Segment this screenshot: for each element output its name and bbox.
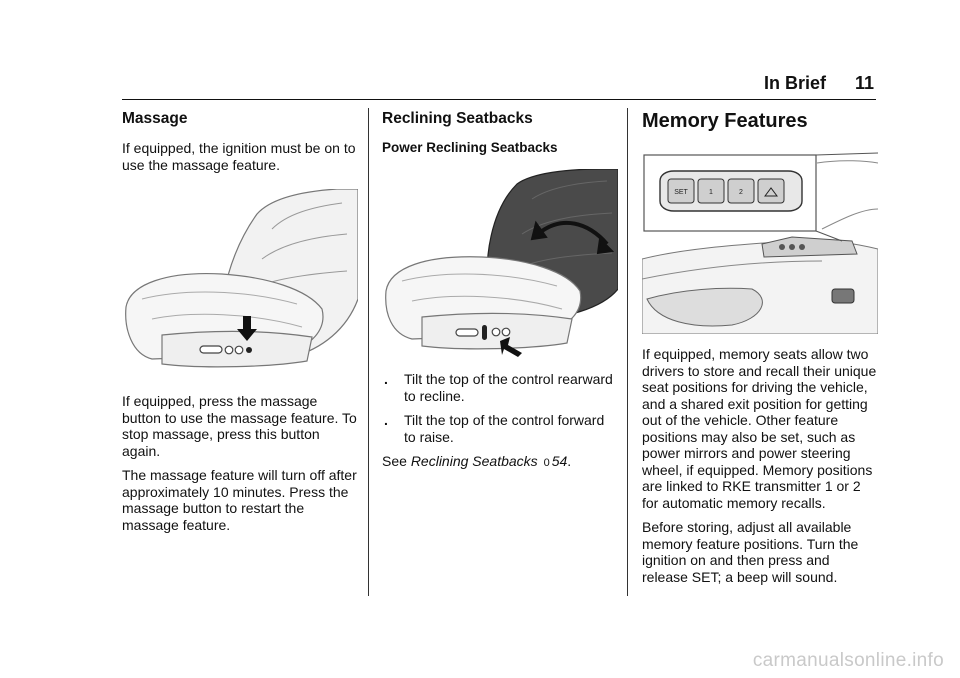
memory-column [642,108,878,593]
memory-buttons-figure [642,149,878,334]
massage-heading: Massage [122,110,188,127]
see-suffix: . [567,453,572,469]
memory-para1: If equipped, memory seats allow two drivers to store and recall their unique seat positions for driving the vehicle, and a shared exit position for getting out of the vehicle. Other feature positions may also be set, such as power mirrors and power steering wheel, if equipped. Memory positions are linked to RKE transmitter 1 or 2 for automatic memory recalls. [642,346,877,511]
set-label: SET [674,189,688,196]
memory-para2: Before storing, adjust all available memory feature positions. Turn the ignition on and then press and release SET; a beep will sound. [642,519,859,585]
column-divider [368,108,369,596]
reclining-seat-figure [382,169,618,359]
bullet-text: Tilt the top of the control forward to raise. [404,412,605,445]
bullet-glyph: . [384,371,388,387]
watermark: carmanualsonline.info [752,650,944,671]
list-item [382,412,618,445]
memory-heading: Memory Features [642,110,808,132]
page-header [122,70,876,100]
reclining-heading: Reclining Seatbacks [382,110,533,127]
column-divider [627,108,628,596]
reclining-column [382,108,618,480]
massage-intro: If equipped, the ignition must be on to use the massage feature. [122,140,356,173]
massage-para2: The massage feature will turn off after approximately 10 minutes. Press the massage button to restart the massage feature. [122,467,357,533]
see-prefix: See [382,453,411,469]
reclining-bullets [382,371,618,445]
see-page[interactable]: 54 [551,453,568,469]
page-ref-icon: 0 [543,457,550,469]
memory-2-label: 2 [739,189,743,196]
see-reference [382,453,618,472]
list-item [382,371,618,404]
massage-column [122,108,358,541]
header-title: In Brief [763,73,826,93]
bullet-glyph: . [384,412,388,428]
memory-1-label: 1 [709,189,713,196]
bullet-text: Tilt the top of the control rearward to recline. [404,371,613,404]
massage-seat-figure [122,189,358,379]
power-reclining-subheading: Power Reclining Seatbacks [382,140,558,155]
massage-para1: If equipped, press the massage button to use the massage feature. To stop massage, press this button again. [122,393,357,459]
page-number: 11 [854,73,874,93]
see-link[interactable]: Reclining Seatbacks [410,453,538,469]
